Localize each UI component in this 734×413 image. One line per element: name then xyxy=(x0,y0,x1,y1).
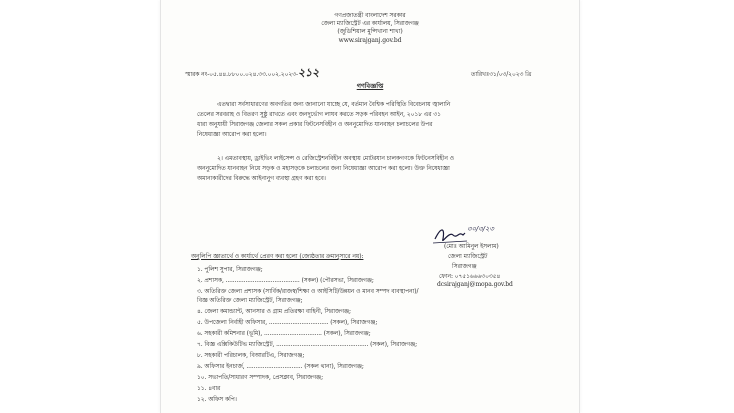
memo-handwritten-number: ২১২ xyxy=(297,66,320,79)
memo-reference-number: স্মারক নং-০৫.৪৪.৮৮০০.০২৪.৩৩.০০২.২০২৩- xyxy=(185,71,298,78)
notice-title: গণবিজ্ঞপ্তি xyxy=(356,82,384,90)
distribution-item: ৬. সহকারী কমিশনার (ভূমি), ................................ (সকল), সিরাজগঞ্জ; xyxy=(197,330,371,337)
signatory-place: সিরাজগঞ্জ xyxy=(452,263,477,270)
notice-document xyxy=(160,0,580,413)
paragraph-1-line: ধারা অনুযায়ী সিরাজগঞ্জ জেলার সকল প্রকার ফিটনেসবিহীন ও অননুমোদিত যানবাহন চলাচলের উপর xyxy=(197,121,433,128)
distribution-item: ৪. জেলা কমান্ড্যান্ট, আনসার ও গ্রাম প্রতিরক্ষা বাহিনী, সিরাজগঞ্জ; xyxy=(197,308,351,315)
paragraph-1-line: তেলের সরবরাহ ও বিতরণ সুষ্ঠু রাখতে এবং জনদুর্ভোগ লাঘব করতে সড়ক পরিবহন আইন, ২০১৮ এর ৩১ xyxy=(197,111,441,118)
paragraph-2-line: ২। এমতাবস্থায়, ড্রাইভিং লাইসেন্স ও রেজিস্ট্রেশনবিহীন অবস্থায় মোটরযান চালকগণকে ফিটনেসবিহীন ও xyxy=(217,155,454,162)
distribution-item: ৮. সহকারী পরিচালক, বিআরটিএ, সিরাজগঞ্জ; xyxy=(197,352,305,359)
paragraph-2-line: অননুমোদিত যানবাহন নিয়ে সড়ক ও মহাসড়কে চলাচলের জন্য নিষেধাজ্ঞা আরোপ করা হলো। উক্ত নিষেধাজ্ঞা xyxy=(197,165,450,172)
signatory-phone: ফোন: ০৭৫১৬৬৬৩০৩৫৪ xyxy=(439,273,501,280)
govt-header: গণপ্রজাতন্ত্রী বাংলাদেশ সরকার xyxy=(334,12,406,19)
paragraph-1-line: এতদ্বারা সর্বসাধারণের অবগতির জন্য জানানো যাচ্ছে যে, বর্তমান বৈশ্বিক পরিস্থিতি বিবেচনায় জ্বালানি xyxy=(217,101,451,108)
signatory-email[interactable]: dcsirajganj@mopa.gov.bd xyxy=(437,281,513,288)
website-link[interactable]: www.sirajganj.gov.bd xyxy=(338,37,402,44)
distribution-heading: অনুলিপি জ্ঞাতার্থে ও কার্যার্থে প্রেরণ করা হলো (জ্যেষ্ঠতার ক্রমানুসারে নয়): xyxy=(191,253,364,260)
memo-reference xyxy=(185,66,320,79)
paragraph-1-line: নিষেধাজ্ঞা আরোপ করা হলো। xyxy=(197,131,267,138)
distribution-item: ১১. ৪বার xyxy=(197,385,221,392)
paragraph-2-line: অমান্যকারীদের বিরুদ্ধে আইনানুগ ব্যবস্থা গ্রহণ করা হবে। xyxy=(197,175,326,182)
distribution-item: ৩. অতিরিক্ত জেলা প্রশাসক (সার্বিক/রাজস্ব/শিক্ষা ও আইসিটি/উন্নয়ন ও মানব সম্পদ ব্যবস্থাপনা)/ xyxy=(197,288,419,295)
signature-date: ৩০/৩/২৩ xyxy=(467,225,494,233)
office-name: জেলা ম্যাজিস্ট্রেট এর কার্যালয়, সিরাজগঞ্জ xyxy=(321,20,419,27)
distribution-item: ২. প্রশাসক, ......................................... (সকল) (পৌরসভা, সিরাজগঞ্জ; xyxy=(197,277,374,284)
distribution-item: ১. পুলিশ সুপার, সিরাজগঞ্জ; xyxy=(197,266,263,273)
signatory-title: জেলা ম্যাজিস্ট্রেট xyxy=(448,253,488,260)
distribution-item: ১০. সভাপতি/সাধারণ সম্পাদক, প্রেসক্লাব, সিরাজগঞ্জ; xyxy=(197,374,323,381)
section-name: (জুডিশিয়াল মুন্সিখানা শাখা) xyxy=(337,28,403,35)
memo-date: তারিখঃ৩১/০৩/২০২৩ খ্রি xyxy=(471,71,532,78)
signatory-name: (মোঃ আমিনুল ইসলাম) xyxy=(444,243,499,250)
distribution-item: ৭. বিজ্ঞ এক্সিকিউটিভ ম্যাজিস্ট্রেট, ................................................... (সকল), সিরাজগঞ্জ; xyxy=(197,341,418,348)
distribution-item: ৫. উপজেলা নির্বাহী অফিসার, ................................. (সকল), সিরাজগঞ্জ; xyxy=(197,319,378,326)
distribution-item: ১২. অফিস কপি। xyxy=(197,396,237,403)
distribution-item: ৯. অফিসার ইনচার্জ, ............................... (সকল থানা), সিরাজগঞ্জ; xyxy=(197,363,364,370)
distribution-item: বিজ্ঞ অতিরিক্ত জেলা ম্যাজিস্ট্রেট, সিরাজগঞ্জ; xyxy=(197,297,303,304)
